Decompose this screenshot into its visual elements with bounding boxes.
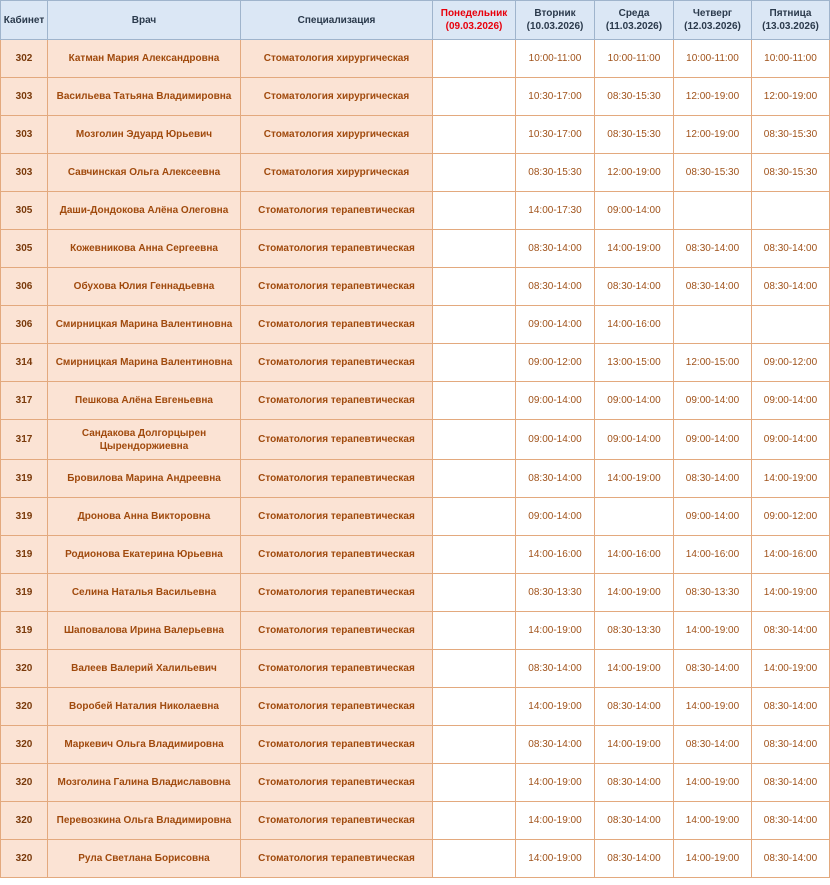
doctor-cell: Мозголин Эдуард Юрьевич [48,116,241,154]
time-cell-monday [433,40,516,78]
room-cell: 319 [1,460,48,498]
schedule-body [1,40,830,878]
table-row [1,230,830,268]
time-cell-wednesday: 14:00-19:00 [595,230,674,268]
column-header-doctor: Врач [48,1,241,40]
time-cell-monday [433,574,516,612]
doctor-cell: Обухова Юлия Геннадьевна [48,268,241,306]
doctor-cell: Смирницкая Марина Валентиновна [48,344,241,382]
time-cell-tuesday: 14:00-19:00 [516,764,595,802]
time-cell-thursday: 14:00-16:00 [674,536,752,574]
specialty-cell: Стоматология терапевтическая [241,726,433,764]
column-header-specialty: Специализация [241,1,433,40]
time-cell-monday [433,78,516,116]
time-cell-thursday: 14:00-19:00 [674,764,752,802]
time-cell-tuesday: 09:00-14:00 [516,498,595,536]
time-cell-friday: 14:00-19:00 [752,650,830,688]
time-cell-thursday: 12:00-19:00 [674,116,752,154]
time-cell-monday [433,536,516,574]
doctor-cell: Бровилова Марина Андреевна [48,460,241,498]
table-row [1,764,830,802]
time-cell-friday [752,192,830,230]
time-cell-monday [433,802,516,840]
specialty-cell: Стоматология терапевтическая [241,802,433,840]
time-cell-friday: 08:30-14:00 [752,268,830,306]
time-cell-monday [433,192,516,230]
time-cell-thursday: 14:00-19:00 [674,802,752,840]
specialty-cell: Стоматология терапевтическая [241,306,433,344]
time-cell-monday [433,230,516,268]
doctor-cell: Дронова Анна Викторовна [48,498,241,536]
time-cell-thursday: 14:00-19:00 [674,840,752,878]
time-cell-friday: 09:00-12:00 [752,498,830,536]
day-date: (13.03.2026) [762,21,819,32]
table-row [1,536,830,574]
doctor-cell: Пешкова Алёна Евгеньевна [48,382,241,420]
time-cell-friday: 08:30-15:30 [752,154,830,192]
doctor-cell: Васильева Татьяна Владимировна [48,78,241,116]
specialty-cell: Стоматология терапевтическая [241,268,433,306]
time-cell-monday [433,764,516,802]
time-cell-thursday: 08:30-13:30 [674,574,752,612]
time-cell-thursday: 08:30-14:00 [674,268,752,306]
time-cell-tuesday: 14:00-16:00 [516,536,595,574]
time-cell-tuesday: 14:00-19:00 [516,688,595,726]
specialty-cell: Стоматология хирургическая [241,78,433,116]
time-cell-friday: 14:00-16:00 [752,536,830,574]
room-cell: 319 [1,498,48,536]
time-cell-tuesday: 08:30-15:30 [516,154,595,192]
time-cell-tuesday: 14:00-19:00 [516,840,595,878]
specialty-cell: Стоматология терапевтическая [241,650,433,688]
doctor-cell: Катман Мария Александровна [48,40,241,78]
table-row [1,78,830,116]
time-cell-thursday: 09:00-14:00 [674,420,752,460]
time-cell-tuesday: 08:30-14:00 [516,268,595,306]
time-cell-thursday [674,192,752,230]
header-row [1,1,830,40]
doctor-cell: Рула Светлана Борисовна [48,840,241,878]
room-cell: 317 [1,382,48,420]
day-date: (09.03.2026) [445,21,503,32]
doctor-cell: Родионова Екатерина Юрьевна [48,536,241,574]
specialty-cell: Стоматология терапевтическая [241,764,433,802]
column-header-friday [752,1,830,40]
time-cell-thursday: 12:00-15:00 [674,344,752,382]
time-cell-wednesday: 08:30-15:30 [595,78,674,116]
time-cell-friday: 12:00-19:00 [752,78,830,116]
doctor-cell: Кожевникова Анна Сергеевна [48,230,241,268]
time-cell-friday: 14:00-19:00 [752,574,830,612]
specialty-cell: Стоматология терапевтическая [241,840,433,878]
table-row [1,650,830,688]
time-cell-monday [433,382,516,420]
time-cell-monday [433,306,516,344]
time-cell-tuesday: 14:00-19:00 [516,802,595,840]
time-cell-tuesday: 08:30-13:30 [516,574,595,612]
time-cell-wednesday: 08:30-14:00 [595,840,674,878]
day-name: Пятница [769,8,812,19]
time-cell-tuesday: 08:30-14:00 [516,230,595,268]
doctor-cell: Перевозкина Ольга Владимировна [48,802,241,840]
time-cell-wednesday: 14:00-19:00 [595,574,674,612]
time-cell-friday: 08:30-14:00 [752,612,830,650]
time-cell-wednesday: 13:00-15:00 [595,344,674,382]
table-row [1,460,830,498]
day-date: (11.03.2026) [605,21,663,32]
time-cell-monday [433,344,516,382]
table-row [1,344,830,382]
doctor-cell: Савчинская Ольга Алексеевна [48,154,241,192]
room-cell: 320 [1,688,48,726]
time-cell-tuesday: 08:30-14:00 [516,460,595,498]
time-cell-wednesday: 10:00-11:00 [595,40,674,78]
time-cell-thursday: 10:00-11:00 [674,40,752,78]
column-header-tuesday [516,1,595,40]
time-cell-wednesday: 12:00-19:00 [595,154,674,192]
time-cell-monday [433,688,516,726]
time-cell-thursday: 08:30-14:00 [674,460,752,498]
time-cell-friday: 08:30-15:30 [752,116,830,154]
day-name: Понедельник [440,8,508,19]
time-cell-friday: 08:30-14:00 [752,802,830,840]
time-cell-tuesday: 14:00-17:30 [516,192,595,230]
doctor-cell: Валеев Валерий Халильевич [48,650,241,688]
room-cell: 320 [1,840,48,878]
column-header-monday [433,1,516,40]
table-row [1,688,830,726]
table-row [1,574,830,612]
time-cell-thursday: 09:00-14:00 [674,382,752,420]
room-cell: 319 [1,612,48,650]
time-cell-friday: 14:00-19:00 [752,460,830,498]
table-row [1,268,830,306]
time-cell-wednesday: 08:30-14:00 [595,268,674,306]
specialty-cell: Стоматология терапевтическая [241,688,433,726]
time-cell-friday: 09:00-14:00 [752,382,830,420]
specialty-cell: Стоматология терапевтическая [241,382,433,420]
time-cell-friday: 09:00-14:00 [752,420,830,460]
time-cell-friday: 08:30-14:00 [752,726,830,764]
specialty-cell: Стоматология терапевтическая [241,420,433,460]
room-cell: 320 [1,764,48,802]
day-date: (12.03.2026) [684,21,741,32]
table-row [1,116,830,154]
time-cell-tuesday: 09:00-12:00 [516,344,595,382]
time-cell-wednesday: 14:00-19:00 [595,460,674,498]
time-cell-monday [433,116,516,154]
time-cell-wednesday: 14:00-19:00 [595,726,674,764]
room-cell: 303 [1,116,48,154]
specialty-cell: Стоматология терапевтическая [241,498,433,536]
table-row [1,40,830,78]
time-cell-tuesday: 08:30-14:00 [516,726,595,764]
time-cell-tuesday: 10:30-17:00 [516,116,595,154]
room-cell: 302 [1,40,48,78]
day-name: Вторник [534,8,576,19]
time-cell-thursday: 08:30-14:00 [674,650,752,688]
room-cell: 320 [1,802,48,840]
time-cell-wednesday [595,498,674,536]
time-cell-thursday: 08:30-14:00 [674,726,752,764]
specialty-cell: Стоматология терапевтическая [241,460,433,498]
time-cell-friday: 10:00-11:00 [752,40,830,78]
doctor-cell: Смирницкая Марина Валентиновна [48,306,241,344]
room-cell: 305 [1,192,48,230]
room-cell: 303 [1,78,48,116]
time-cell-thursday: 14:00-19:00 [674,688,752,726]
time-cell-tuesday: 10:30-17:00 [516,78,595,116]
time-cell-thursday [674,306,752,344]
table-row [1,612,830,650]
time-cell-thursday: 08:30-14:00 [674,230,752,268]
time-cell-tuesday: 10:00-11:00 [516,40,595,78]
time-cell-wednesday: 08:30-13:30 [595,612,674,650]
table-row [1,840,830,878]
time-cell-friday: 08:30-14:00 [752,688,830,726]
specialty-cell: Стоматология хирургическая [241,154,433,192]
time-cell-friday: 09:00-12:00 [752,344,830,382]
specialty-cell: Стоматология терапевтическая [241,344,433,382]
time-cell-wednesday: 08:30-14:00 [595,764,674,802]
time-cell-wednesday: 08:30-14:00 [595,802,674,840]
room-cell: 317 [1,420,48,460]
room-cell: 306 [1,268,48,306]
doctor-cell: Селина Наталья Васильевна [48,574,241,612]
specialty-cell: Стоматология терапевтическая [241,192,433,230]
time-cell-tuesday: 09:00-14:00 [516,306,595,344]
room-cell: 319 [1,536,48,574]
time-cell-tuesday: 14:00-19:00 [516,612,595,650]
doctor-cell: Сандакова Долгорцырен Цырендоржиевна [48,420,241,460]
time-cell-wednesday: 14:00-16:00 [595,536,674,574]
time-cell-wednesday: 09:00-14:00 [595,192,674,230]
time-cell-tuesday: 09:00-14:00 [516,420,595,460]
room-cell: 306 [1,306,48,344]
table-row [1,306,830,344]
day-date: (10.03.2026) [526,21,584,32]
room-cell: 303 [1,154,48,192]
specialty-cell: Стоматология терапевтическая [241,612,433,650]
day-name: Среда [618,8,650,19]
time-cell-friday: 08:30-14:00 [752,230,830,268]
column-header-wednesday [595,1,674,40]
specialty-cell: Стоматология хирургическая [241,116,433,154]
time-cell-wednesday: 14:00-19:00 [595,650,674,688]
time-cell-monday [433,726,516,764]
room-cell: 305 [1,230,48,268]
room-cell: 314 [1,344,48,382]
doctor-cell: Маркевич Ольга Владимировна [48,726,241,764]
time-cell-monday [433,268,516,306]
specialty-cell: Стоматология терапевтическая [241,536,433,574]
time-cell-friday: 08:30-14:00 [752,840,830,878]
specialty-cell: Стоматология терапевтическая [241,574,433,612]
time-cell-monday [433,154,516,192]
room-cell: 320 [1,650,48,688]
table-row [1,726,830,764]
table-row [1,382,830,420]
time-cell-wednesday: 08:30-15:30 [595,116,674,154]
doctor-cell: Шаповалова Ирина Валерьевна [48,612,241,650]
time-cell-thursday: 08:30-15:30 [674,154,752,192]
table-row [1,420,830,460]
time-cell-wednesday: 14:00-16:00 [595,306,674,344]
doctor-cell: Воробей Наталия Николаевна [48,688,241,726]
specialty-cell: Стоматология хирургическая [241,40,433,78]
table-row [1,802,830,840]
time-cell-monday [433,840,516,878]
specialty-cell: Стоматология терапевтическая [241,230,433,268]
time-cell-tuesday: 09:00-14:00 [516,382,595,420]
time-cell-wednesday: 09:00-14:00 [595,382,674,420]
time-cell-tuesday: 08:30-14:00 [516,650,595,688]
doctor-cell: Мозголина Галина Владиславовна [48,764,241,802]
table-row [1,498,830,536]
time-cell-monday [433,420,516,460]
doctor-cell: Даши-Дондокова Алёна Олеговна [48,192,241,230]
time-cell-monday [433,612,516,650]
table-row [1,192,830,230]
time-cell-wednesday: 09:00-14:00 [595,420,674,460]
time-cell-monday [433,460,516,498]
table-row [1,154,830,192]
room-cell: 320 [1,726,48,764]
time-cell-monday [433,498,516,536]
time-cell-thursday: 09:00-14:00 [674,498,752,536]
time-cell-friday: 08:30-14:00 [752,764,830,802]
time-cell-friday [752,306,830,344]
time-cell-thursday: 14:00-19:00 [674,612,752,650]
room-cell: 319 [1,574,48,612]
time-cell-wednesday: 08:30-14:00 [595,688,674,726]
column-header-room: Кабинет [1,1,48,40]
time-cell-monday [433,650,516,688]
day-name: Четверг [692,8,733,19]
time-cell-thursday: 12:00-19:00 [674,78,752,116]
column-header-thursday [674,1,752,40]
